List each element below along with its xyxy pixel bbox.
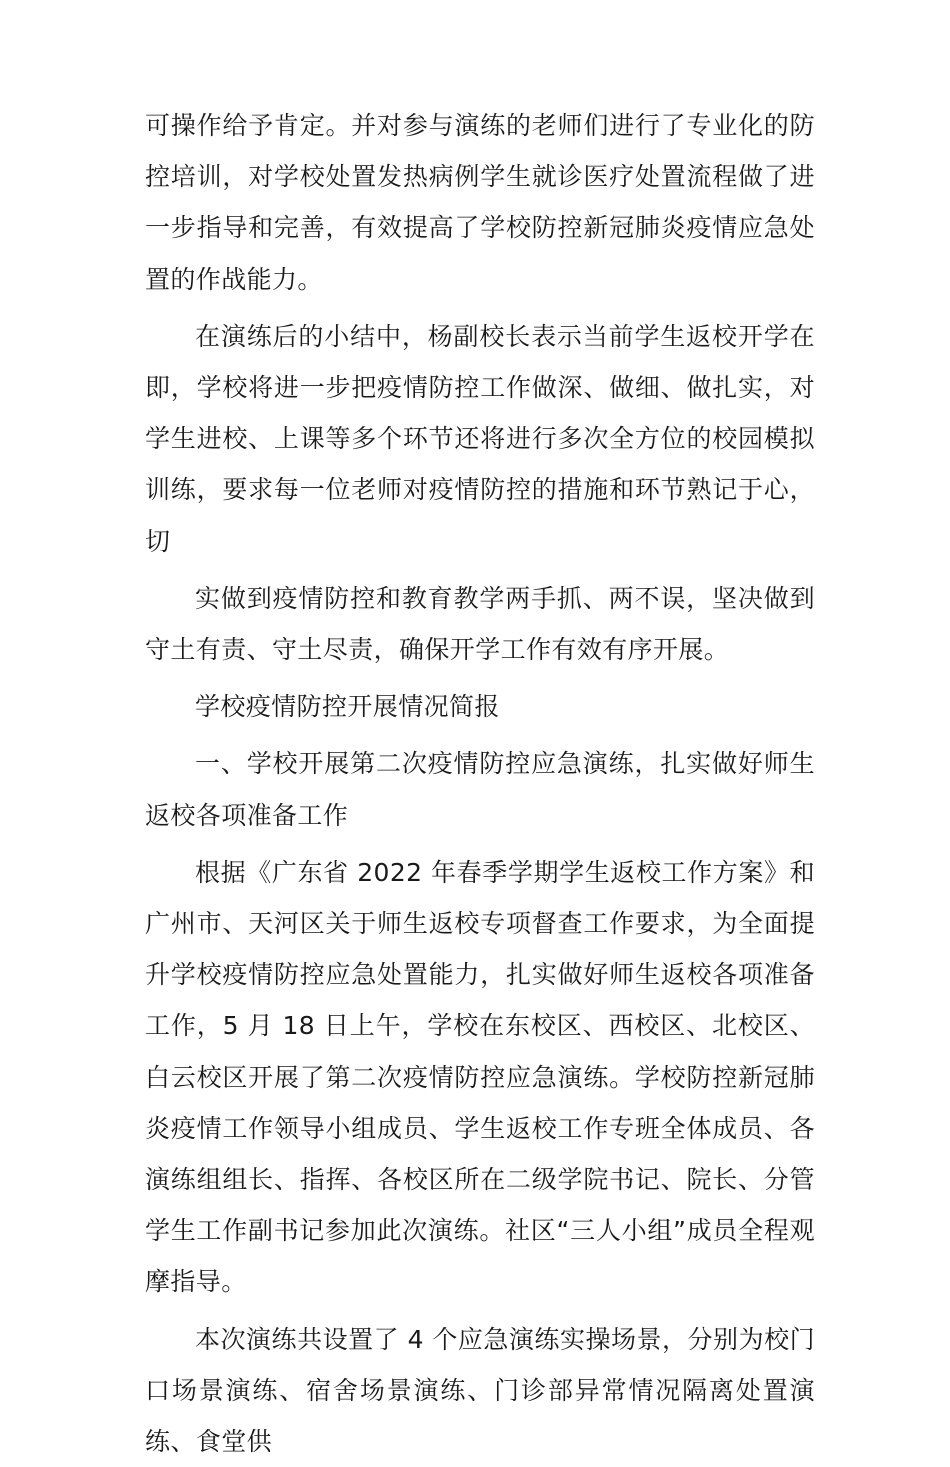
paragraph-summary: 在演练后的小结中，杨副校长表示当前学生返校开学在即，学校将进一步把疫情防控工作做深、做细、做扎实，对学生进校、上课等多个环节还将进行多次全方位的校园模拟训练，要求每一位老师对疫情防控的措施和环节熟记于心，切 [145, 321, 815, 556]
document-body [145, 100, 815, 1467]
section-title: 学校疫情防控开展情况简报 [195, 692, 500, 722]
paragraph-commitment: 实做到疫情防控和教育教学两手抓、两不误，坚决做到守土有责、守土尽责，确保开学工作有效有序开展。 [145, 583, 815, 665]
paragraph-continuation: 可操作给予肯定。并对参与演练的老师们进行了专业化的防控培训，对学校处置发热病例学生就诊医疗处置流程做了进一步指导和完善，有效提高了学校防控新冠肺炎疫情应急处置的作战能力。 [145, 111, 815, 294]
section-heading-1: 一、学校开展第二次疫情防控应急演练，扎实做好师生返校各项准备工作 [145, 749, 815, 830]
paragraph-background: 根据《广东省 2022 年春季学期学生返校工作方案》和广州市、天河区关于师生返校专项督查工作要求，为全面提升学校疫情防控应急处置能力，扎实做好师生返校各项准备工作，5 月 18 日上午，学校在东校区、西校区、北校区、白云校区开展了第二次疫情防控应急演练。学校防控新冠肺炎疫情工作领导小组成员、学生返校工作专班全体成员、各演练组组长、指挥、各校区所在二级学院书记、院长、分管学生工作副书记参加此次演练。社区“三人小组”成员全程观摩指导。 [145, 857, 815, 1297]
paragraph-scenarios: 本次演练共设置了 4 个应急演练实操场景，分别为校门口场景演练、宿舍场景演练、门诊部异常情况隔离处置演练、食堂供 [145, 1324, 815, 1457]
